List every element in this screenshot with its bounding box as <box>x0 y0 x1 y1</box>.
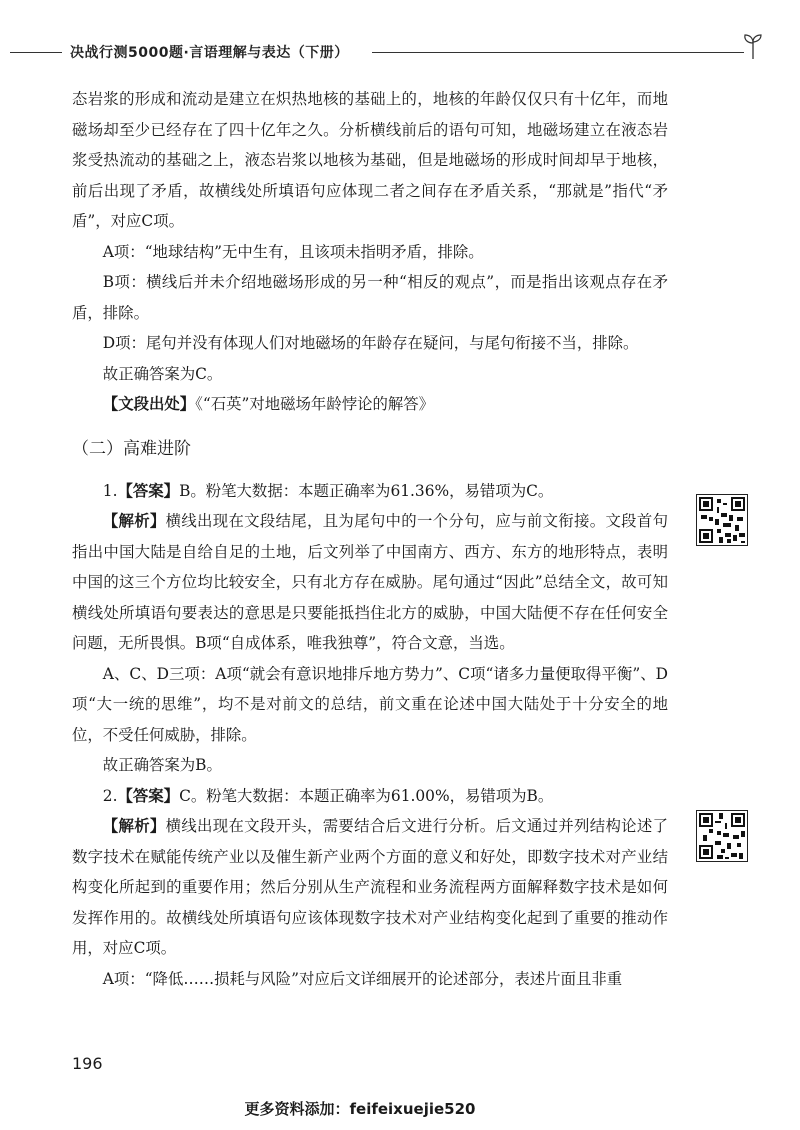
q1-analysis-text: 横线出现在文段结尾，且为尾句中的一个分句，应与前文衔接。文段首句指出中国大陆是自给自足的土地，后文列举了中国南方、西方、东方的地形特点，表明中国的这三个方位均比较安全，只有北方存在威胁。尾句通过“因此”总结全文，故可知横线处所填语句要表达的意思是只要能抵挡住北方的威胁，中国大陆便不存在任何安全问题，无所畏惧。B项“自成体系，唯我独尊”，符合文意，当选。 <box>72 512 668 652</box>
footer-note: 更多资料添加：feifeixuejie520 <box>244 1100 476 1118</box>
q2-analysis-text: 横线出现在文段开头，需要结合后文进行分析。后文通过并列结构论述了数字技术在赋能传统产业以及催生新产业两个方面的意义和好处，即数字技术对产业结构变化所起到的重要作用；然后分别从生产流程和业务流程两方面解释数字技术是如何发挥作用的。故横线处所填语句应该体现数字技术对产业结构变化起到了重要的推动作用，对应C项。 <box>72 817 668 957</box>
qr-code-icon[interactable] <box>696 494 748 546</box>
book-title: 决战行测5000题·言语理解与表达（下册） <box>70 45 349 61</box>
q1-number: 1. <box>102 481 118 500</box>
analysis-tag: 【解析】 <box>102 817 166 835</box>
page-body <box>72 84 668 994</box>
q2-option-a: A项：“降低……损耗与风险”对应后文详细展开的论述部分，表述片面且非重 <box>102 969 623 988</box>
option-a-note: A项：“地球结构”无中生有，且该项未指明矛盾，排除。 <box>102 242 484 261</box>
source-text: 《“石英”对地磁场年龄悖论的解答》 <box>195 395 435 413</box>
source-line <box>72 389 668 420</box>
q1-analysis <box>72 506 668 659</box>
answer-tag: 【答案】 <box>117 481 180 500</box>
q1-answer-text: B。粉笔大数据：本题正确率为61.36%，易错项为C。 <box>179 481 554 500</box>
header-rule-right <box>372 52 744 53</box>
qr-code-icon[interactable] <box>696 810 748 862</box>
analysis-tag: 【解析】 <box>102 512 166 530</box>
q2-number: 2. <box>102 786 118 805</box>
q1-final: 故正确答案为B。 <box>102 756 222 774</box>
header-rule-left <box>10 52 62 53</box>
q2-analysis <box>72 811 668 964</box>
q1-acd: A、C、D三项：A项“就会有意识地排斥地方势力”、C项“诸多力量便取得平衡”、D项“大一统的思维”，均不是对前文的总结，前文重在论述中国大陆处于十分安全的地位，不受任何威胁，排除。 <box>72 664 668 744</box>
section-heading: （二）高难进阶 <box>72 438 191 459</box>
q2-answer <box>72 781 668 812</box>
option-b-note: B项：横线后并未介绍地磁场形成的另一种“相反的观点”，而是指出该观点存在矛盾，排除。 <box>72 273 668 322</box>
sprout-icon <box>742 32 764 60</box>
answer-line: 故正确答案为C。 <box>102 364 223 383</box>
option-d-note: D项：尾句并没有体现人们对地磁场的年龄存在疑问，与尾句衔接不当，排除。 <box>102 334 639 352</box>
q1-answer <box>72 476 668 507</box>
answer-tag: 【答案】 <box>117 786 180 805</box>
running-header <box>0 30 800 70</box>
page-number: 196 <box>72 1054 103 1073</box>
paragraph: 态岩浆的形成和流动是建立在炽热地核的基础上的，地核的年龄仅仅只有十亿年，而地磁场却至少已经存在了四十亿年之久。分析横线前后的语句可知，地磁场建立在液态岩浆受热流动的基础之上，液态岩浆以地核为基础，但是地磁场的形成时间却早于地核，前后出现了矛盾，故横线处所填语句应体现二者之间存在矛盾关系，“那就是”指代“矛盾”，对应C项。 <box>72 90 668 230</box>
q2-answer-text: C。粉笔大数据：本题正确率为61.00%，易错项为B。 <box>179 786 554 805</box>
source-tag: 【文段出处】 <box>102 395 196 413</box>
